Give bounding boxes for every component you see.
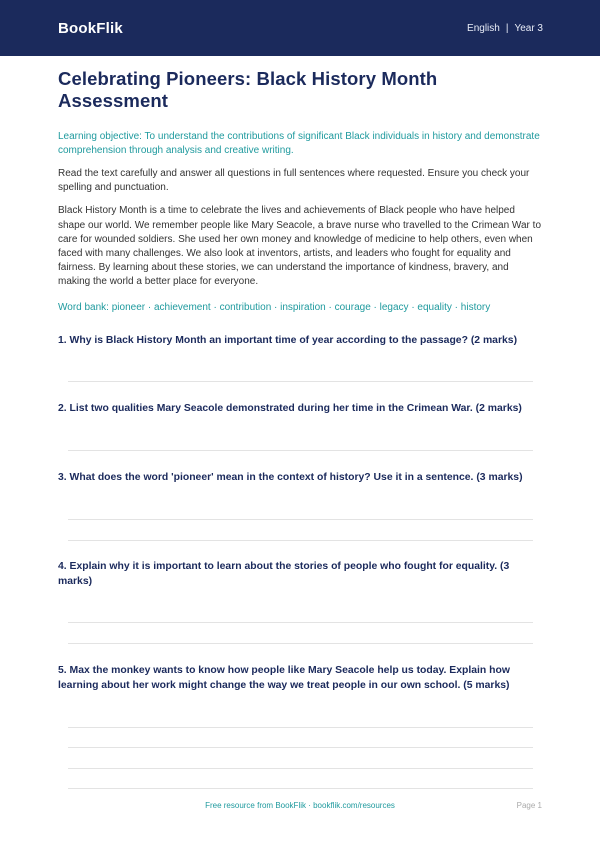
question-text: 4. Explain why it is important to learn about the stories of people who fought for equality. (3 marks): [58, 561, 510, 587]
question-4: [58, 560, 543, 644]
answer-line[interactable]: [68, 768, 533, 769]
answer-line[interactable]: [68, 450, 533, 451]
question-2: [58, 402, 543, 451]
page-header: [0, 0, 600, 56]
subject-label: English: [467, 22, 500, 34]
answer-line[interactable]: [68, 727, 533, 728]
question-text: 2. List two qualities Mary Seacole demonstrated during her time in the Crimean War. (2 marks): [58, 403, 522, 415]
answer-line[interactable]: [68, 622, 533, 623]
answer-line[interactable]: [68, 643, 533, 644]
brand-logo-text[interactable]: BookFlik: [58, 19, 123, 37]
reading-passage: Black History Month is a time to celebrate the lives and achievements of Black people who have helped shape our world. We remember people like Mary Seacole, a brave nurse who travelled to the Crimean War to care for wounded soldiers. She used her own money and knowledge of medicine to help others, even when faced with many challenges. We also look at inventors, artists, and leaders who fought for equality and fairness. By learning about these stories, we can understand the importance of kindness, bravery, and making the world a better place for everyone.: [58, 205, 542, 288]
instructions: Read the text carefully and answer all questions in full sentences where requested. Ensure you check your spelling and punctuation.: [58, 168, 530, 194]
year-label: Year 3: [514, 22, 543, 34]
answer-line[interactable]: [68, 540, 533, 541]
answer-line[interactable]: [68, 519, 533, 520]
answer-line[interactable]: [68, 381, 533, 382]
question-1: [58, 334, 543, 383]
page-title: Celebrating Pioneers: Black History Month Assessment: [58, 68, 438, 111]
worksheet-content: [0, 68, 600, 789]
question-3: [58, 471, 543, 542]
learning-objective: Learning objective: To understand the contributions of significant Black individuals in history and demonstrate comprehension through analysis and creative writing.: [58, 131, 540, 156]
header-meta: [467, 23, 543, 34]
answer-line[interactable]: [68, 788, 533, 789]
footer-text[interactable]: Free resource from BookFlik · bookflik.com/resources: [205, 801, 395, 810]
question-text: 1. Why is Black History Month an important time of year according to the passage? (2 marks): [58, 334, 518, 346]
question-5: [58, 664, 543, 789]
question-text: 5. Max the monkey wants to know how people like Mary Seacole help us today. Explain how learning about her work might change the way we treat people in our own school. (5 marks): [58, 665, 510, 691]
word-bank: Word bank: pioneer · achievement · contribution · inspiration · courage · legacy · equality · history: [58, 301, 491, 313]
page-number: Page 1: [516, 801, 542, 810]
answer-line[interactable]: [68, 747, 533, 748]
meta-separator: |: [505, 22, 509, 34]
question-text: 3. What does the word 'pioneer' mean in the context of history? Use it in a sentence. (3 marks): [58, 471, 523, 483]
